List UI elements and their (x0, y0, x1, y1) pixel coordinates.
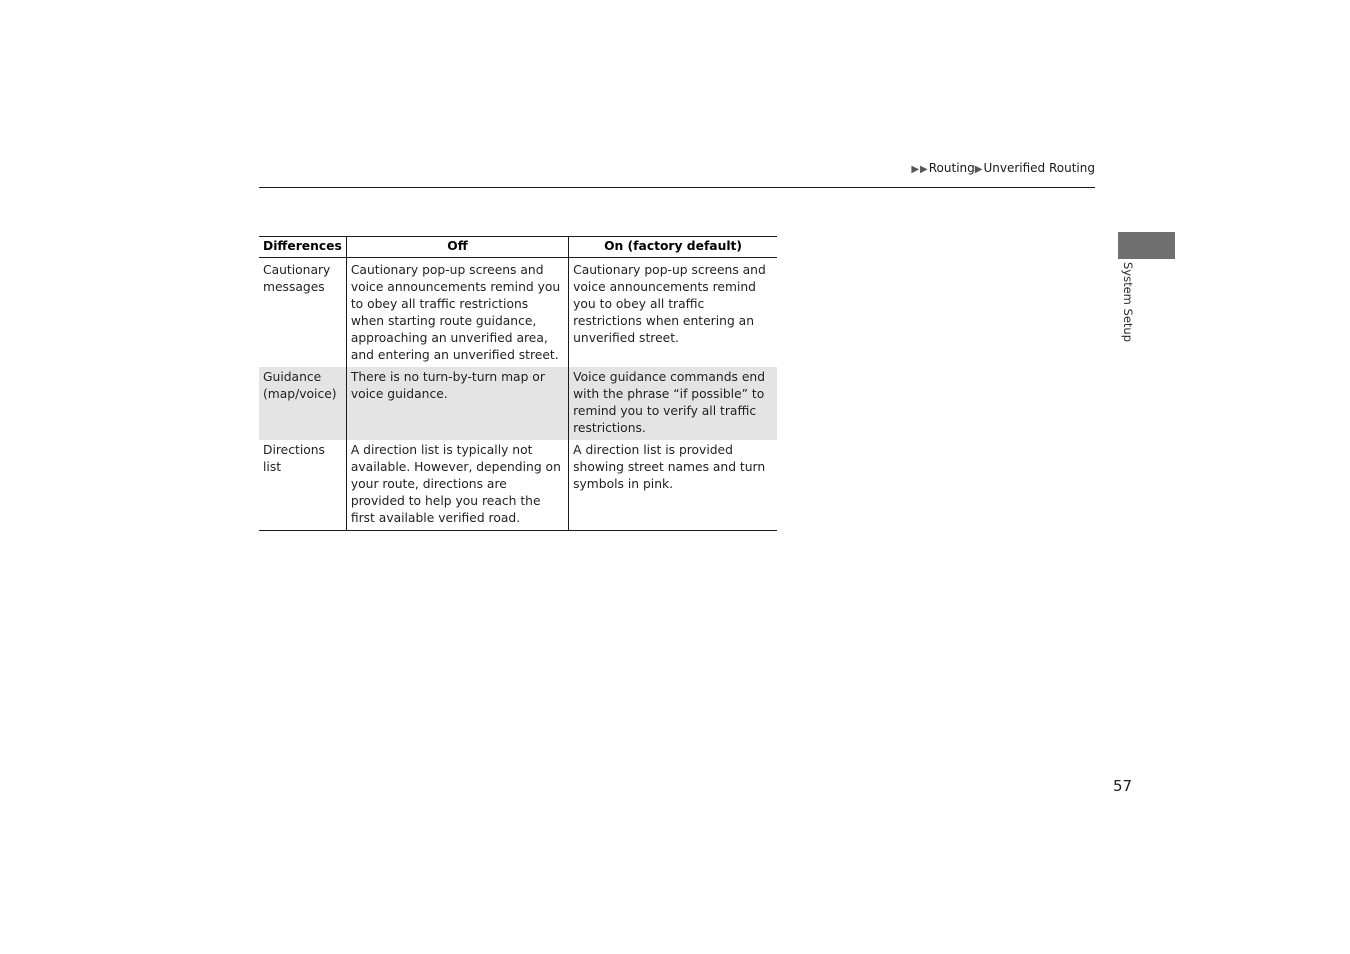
table-row (259, 440, 777, 531)
breadcrumb-arrow-icon: ▶ (911, 164, 920, 175)
cell-off: There is no turn-by-turn map or voice guidance. (346, 367, 568, 440)
column-header-on: On (factory default) (569, 237, 777, 258)
breadcrumb-arrow-icon: ▶ (974, 164, 983, 175)
column-header-differences: Differences (259, 237, 346, 258)
table-row (259, 367, 777, 440)
breadcrumb (911, 160, 1095, 178)
cell-on: Cautionary pop-up screens and voice announcements remind you to obey all traffic restrictions when entering an unverified street. (569, 258, 777, 368)
breadcrumb-item-unverified-routing[interactable]: Unverified Routing (983, 161, 1095, 175)
section-tab-marker (1118, 232, 1175, 259)
row-label-cautionary-messages: Cautionary messages (263, 263, 331, 294)
section-side-label: System Setup (1121, 262, 1135, 343)
cell-off: A direction list is typically not available. However, depending on your route, directions are provided to help you reach the first available verified road. (346, 440, 568, 531)
page-number: 57 (1113, 777, 1133, 795)
table-row (259, 258, 777, 368)
column-header-off: Off (346, 237, 568, 258)
header-divider (259, 187, 1095, 188)
cell-on: Voice guidance commands end with the phrase “if possible” to remind you to verify all traffic restrictions. (569, 367, 777, 440)
row-label-guidance: Guidance (map/voice) (259, 367, 346, 440)
differences-table (259, 236, 777, 531)
row-label-directions-list: Directions list (259, 440, 346, 531)
breadcrumb-arrow-icon: ▶ (920, 164, 928, 175)
cell-on: A direction list is provided showing street names and turn symbols in pink. (569, 440, 777, 531)
cell-off: Cautionary pop-up screens and voice announcements remind you to obey all traffic restrictions when starting route guidance, approaching an unverified area, and entering an unverified street. (346, 258, 568, 368)
breadcrumb-item-routing[interactable]: Routing (928, 161, 975, 175)
table-header-row (259, 237, 777, 258)
